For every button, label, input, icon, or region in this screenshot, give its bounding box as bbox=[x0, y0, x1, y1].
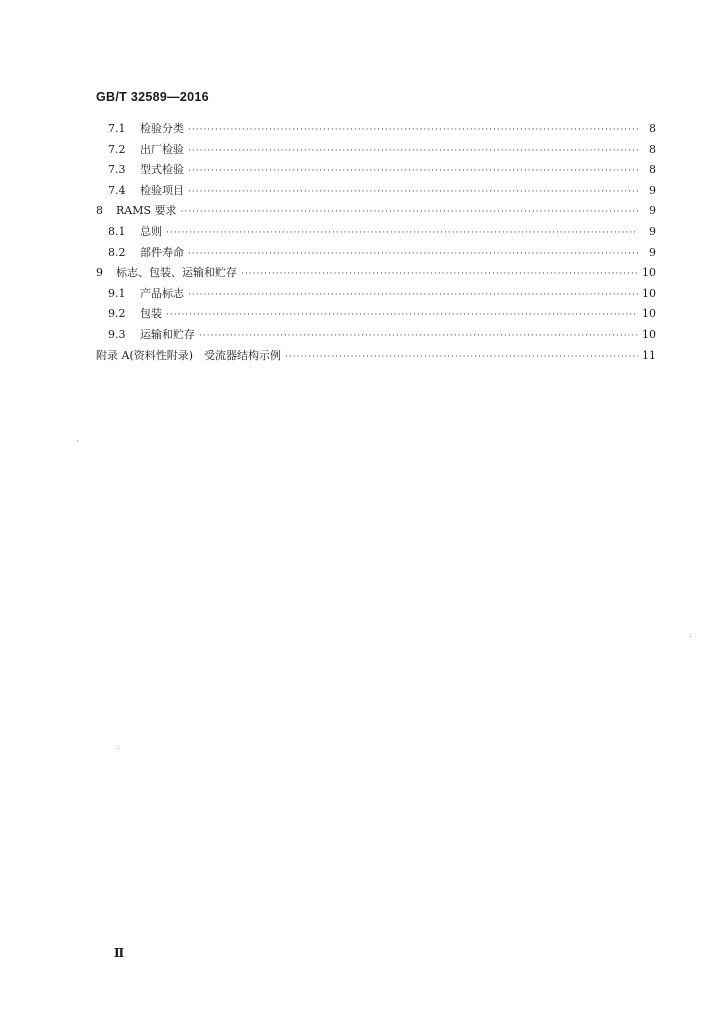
document-number-header: GB/T 32589—2016 bbox=[96, 90, 209, 104]
toc-entry-9-1[interactable] bbox=[96, 284, 656, 305]
toc-entry-title: 部件寿命 bbox=[140, 245, 184, 259]
toc-entry-number: 7.3 bbox=[108, 163, 126, 177]
toc-entry-title: 检验项目 bbox=[140, 183, 184, 197]
toc-entry-7-4[interactable] bbox=[96, 181, 656, 202]
toc-entry-title: 出厂检验 bbox=[140, 142, 184, 156]
page-number-footer: Ⅱ bbox=[114, 946, 125, 960]
dot-leader bbox=[188, 120, 638, 141]
dot-leader bbox=[188, 244, 638, 265]
toc-entry-page: 8 bbox=[649, 122, 656, 135]
dot-leader bbox=[166, 305, 638, 326]
toc-entry-page: 10 bbox=[642, 307, 656, 321]
toc-entry-page: 10 bbox=[642, 266, 656, 280]
toc-entry-page: 8 bbox=[649, 142, 656, 156]
toc-entry-8-1[interactable] bbox=[96, 222, 656, 243]
toc-entry-page: 8 bbox=[649, 163, 656, 177]
toc-entry-number: 7.1 bbox=[108, 122, 126, 135]
dot-leader bbox=[285, 347, 638, 368]
toc-entry-title: 检验分类 bbox=[140, 122, 184, 135]
toc-entry-page: 11 bbox=[642, 348, 656, 362]
dot-leader bbox=[188, 141, 638, 162]
scan-speck bbox=[690, 636, 691, 637]
toc-entry-page: 9 bbox=[649, 224, 656, 238]
toc-entry-page: 10 bbox=[642, 327, 656, 341]
scan-speck bbox=[118, 748, 119, 749]
toc-entry-page: 9 bbox=[649, 183, 656, 197]
toc-entry-9-3[interactable] bbox=[96, 325, 656, 346]
toc-entry-8-2[interactable] bbox=[96, 243, 656, 264]
dot-leader bbox=[241, 264, 638, 285]
scan-speck bbox=[77, 440, 78, 441]
toc-entry-title: 总则 bbox=[140, 224, 162, 238]
toc-entry-title: 运输和贮存 bbox=[140, 327, 195, 341]
toc-entry-title: RAMS 要求 bbox=[116, 204, 177, 218]
toc-entry-number: 8.1 bbox=[108, 224, 126, 238]
toc-entry-7-1[interactable] bbox=[96, 119, 656, 140]
table-of-contents bbox=[96, 119, 656, 366]
dot-leader bbox=[199, 326, 638, 347]
dot-leader bbox=[181, 202, 638, 223]
toc-entry-title: 标志、包装、运输和贮存 bbox=[116, 266, 237, 280]
toc-entry-title: 产品标志 bbox=[140, 286, 184, 300]
toc-entry-number: 9.2 bbox=[108, 307, 126, 321]
dot-leader bbox=[188, 285, 638, 306]
toc-entry-number: 8 bbox=[96, 204, 103, 218]
toc-entry-appendix-a[interactable] bbox=[96, 346, 656, 367]
dot-leader bbox=[166, 223, 638, 244]
toc-entry-number: 9.3 bbox=[108, 327, 126, 341]
toc-entry-number: 8.2 bbox=[108, 245, 126, 259]
toc-entry-number: 9.1 bbox=[108, 286, 126, 300]
toc-entry-title: 包装 bbox=[140, 307, 162, 321]
toc-entry-7-2[interactable] bbox=[96, 140, 656, 161]
toc-entry-number: 7.4 bbox=[108, 183, 126, 197]
toc-entry-9[interactable] bbox=[96, 263, 656, 284]
toc-entry-title: 型式检验 bbox=[140, 163, 184, 177]
dot-leader bbox=[188, 182, 638, 203]
toc-entry-8[interactable] bbox=[96, 201, 656, 222]
dot-leader bbox=[188, 161, 638, 182]
toc-entry-page: 9 bbox=[649, 204, 656, 218]
toc-entry-number: 7.2 bbox=[108, 142, 126, 156]
toc-entry-page: 9 bbox=[649, 245, 656, 259]
toc-entry-7-3[interactable] bbox=[96, 160, 656, 181]
toc-entry-title: 附录 A(资料性附录) 受流器结构示例 bbox=[96, 348, 282, 362]
toc-entry-9-2[interactable] bbox=[96, 304, 656, 325]
toc-entry-page: 10 bbox=[642, 286, 656, 300]
toc-entry-number: 9 bbox=[96, 266, 103, 280]
